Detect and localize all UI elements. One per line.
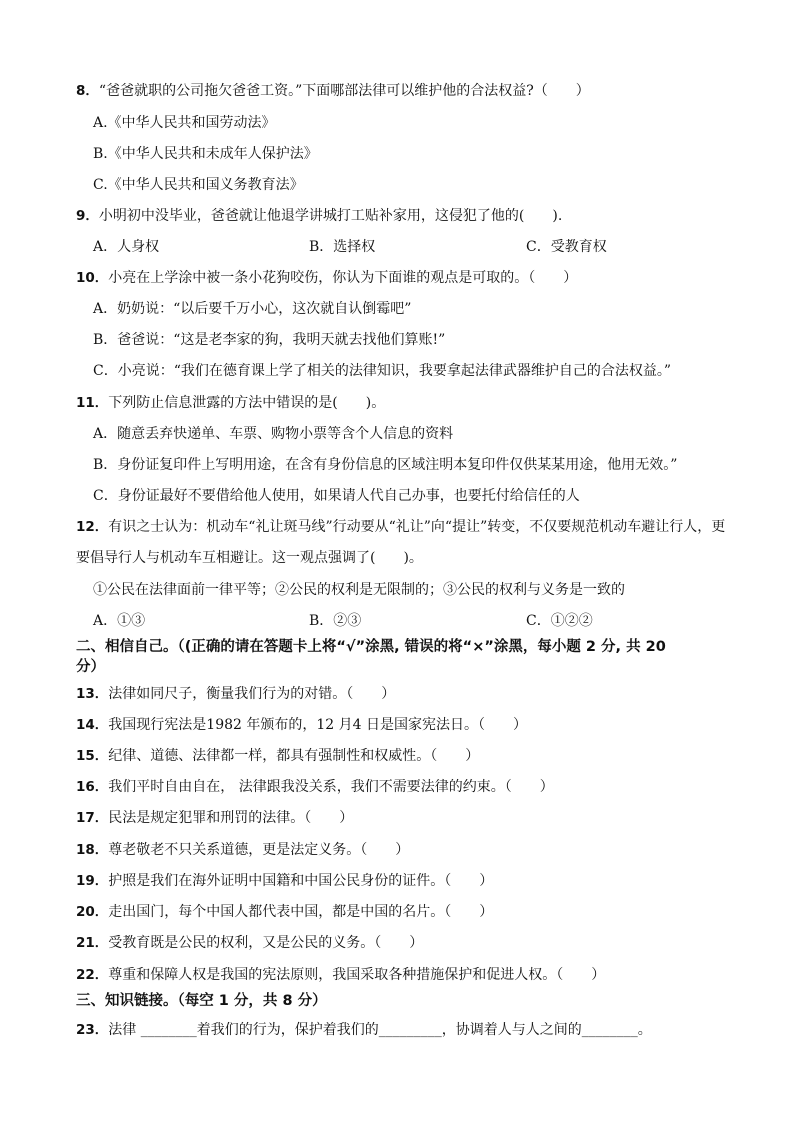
question-number: 15． bbox=[76, 748, 109, 764]
question-text: 纪律、道德、法律都一样，都具有强制性和权威性。（ ） bbox=[108, 748, 480, 764]
question-text: 我们平时自由自在， 法律跟我没关系，我们不需要法律的约束。（ ） bbox=[108, 779, 554, 795]
question-stem: 有识之士认为：机动车“礼让斑马线”行动要从“礼让”向“提让”转变，不仅要规范机动车避让行人，更 bbox=[108, 519, 726, 535]
question-23 bbox=[76, 1021, 764, 1039]
question-number: 16． bbox=[76, 779, 109, 795]
question-11 bbox=[76, 394, 764, 412]
question-15 bbox=[76, 747, 764, 765]
question-text: 护照是我们在海外证明中国籍和中国公民身份的证件。（ ） bbox=[108, 873, 494, 889]
question-number: 19． bbox=[76, 873, 109, 889]
option-b: B.《中华人民共和未成年人保护法》 bbox=[93, 146, 318, 162]
question-number: 12． bbox=[76, 519, 109, 535]
option-b: B．②③ bbox=[309, 613, 362, 629]
question-number: 23． bbox=[76, 1022, 109, 1038]
section-heading-continued: 分） bbox=[76, 659, 105, 675]
question-number: 9． bbox=[76, 208, 99, 224]
question-number: 8． bbox=[76, 83, 99, 99]
question-number: 13． bbox=[76, 686, 109, 702]
option-c: C．身份证最好不要借给他人使用，如果请人代自己办事，也要托付给信任的人 bbox=[93, 488, 580, 504]
question-number: 21． bbox=[76, 935, 109, 951]
option-c: C．受教育权 bbox=[526, 239, 607, 255]
question-text: 受教育既是公民的权利，又是公民的义务。（ ） bbox=[108, 935, 424, 951]
option-a: A.《中华人民共和国劳动法》 bbox=[93, 115, 276, 131]
option-b: B．爸爸说：“这是老李家的狗，我明天就去找他们算账!” bbox=[93, 332, 446, 348]
section-heading: 三、知识链接。（每空 1 分，共 8 分） bbox=[76, 993, 327, 1009]
question-8 bbox=[76, 82, 764, 100]
question-number: 14． bbox=[76, 717, 109, 733]
section-heading: 二、相信自己。（(正确的请在答题卡上将“√”涂黑, 错误的将“×”涂黑，每小题 2 分, 共 20 bbox=[76, 639, 666, 655]
option-a: A．人身权 bbox=[93, 239, 160, 255]
question-16 bbox=[76, 778, 764, 796]
question-12 bbox=[76, 518, 764, 536]
option-c: C．小亮说：“我们在德育课上学了相关的法律知识，我要拿起法律武器维护自己的合法权益。” bbox=[93, 363, 672, 379]
question-text: 民法是规定犯罪和刑罚的法律。（ ） bbox=[108, 810, 354, 826]
question-number: 11． bbox=[76, 395, 109, 411]
question-number: 20． bbox=[76, 904, 109, 920]
question-13 bbox=[76, 685, 764, 703]
option-a: A．随意丢弃快递单、车票、购物小票等含个人信息的资料 bbox=[93, 426, 454, 442]
question-number: 10． bbox=[76, 270, 109, 286]
question-stem: 小明初中没毕业，爸爸就让他退学讲城打工贴补家用，这侵犯了他的( ). bbox=[98, 208, 563, 224]
question-10 bbox=[76, 269, 764, 287]
question-9 bbox=[76, 207, 764, 225]
question-text: 我国现行宪法是1982 年颁布的，12 月4 日是国家宪法日。（ ） bbox=[108, 717, 527, 733]
option-b: B．身份证复印件上写明用途，在含有身份信息的区域注明本复印件仅供某某用途，他用无效。” bbox=[93, 457, 678, 473]
question-17 bbox=[76, 809, 764, 827]
option-c: C．①②② bbox=[526, 613, 593, 629]
question-text: 尊重和保障人权是我国的宪法原则，我国采取各种措施保护和促进人权。（ ） bbox=[108, 967, 606, 983]
question-stem: “爸爸就职的公司拖欠爸爸工资。”下面哪部法律可以维护他的合法权益?（ ） bbox=[98, 83, 590, 99]
question-19 bbox=[76, 872, 764, 890]
question-text: 尊老敬老不只关系道德，更是法定义务。（ ） bbox=[108, 842, 410, 858]
question-text: 法律如同尺子，衡量我们行为的对错。（ ） bbox=[108, 686, 396, 702]
option-a: A．奶奶说：“以后要千万小心，这次就自认倒霉吧” bbox=[93, 301, 412, 317]
option-a: A．①③ bbox=[93, 613, 146, 629]
question-number: 22． bbox=[76, 967, 109, 983]
question-stem: 下列防止信息泄露的方法中错误的是( )。 bbox=[108, 395, 386, 411]
question-number: 17． bbox=[76, 810, 109, 826]
question-21 bbox=[76, 934, 764, 952]
option-b: B．选择权 bbox=[309, 239, 376, 255]
question-18 bbox=[76, 841, 764, 859]
question-stem-continued: 要倡导行人与机动车互相避让。这一观点强调了( )。 bbox=[76, 550, 423, 566]
option-c: C.《中华人民共和国义务教育法》 bbox=[93, 177, 304, 193]
question-22 bbox=[76, 966, 764, 984]
statement-items: ①公民在法律面前一律平等；②公民的权利是无限制的；③公民的权利与义务是一致的 bbox=[93, 582, 625, 598]
question-number: 18． bbox=[76, 842, 109, 858]
question-20 bbox=[76, 903, 764, 921]
question-14 bbox=[76, 716, 764, 734]
question-text: 走出国门，每个中国人都代表中国，都是中国的名片。（ ） bbox=[108, 904, 494, 920]
question-text: 法律 ________着我们的行为，保护着我们的_________，协调着人与人之间的________。 bbox=[108, 1022, 652, 1038]
question-stem: 小亮在上学涂中被一条小花狗咬伤，你认为下面谁的观点是可取的。（ ） bbox=[108, 270, 578, 286]
